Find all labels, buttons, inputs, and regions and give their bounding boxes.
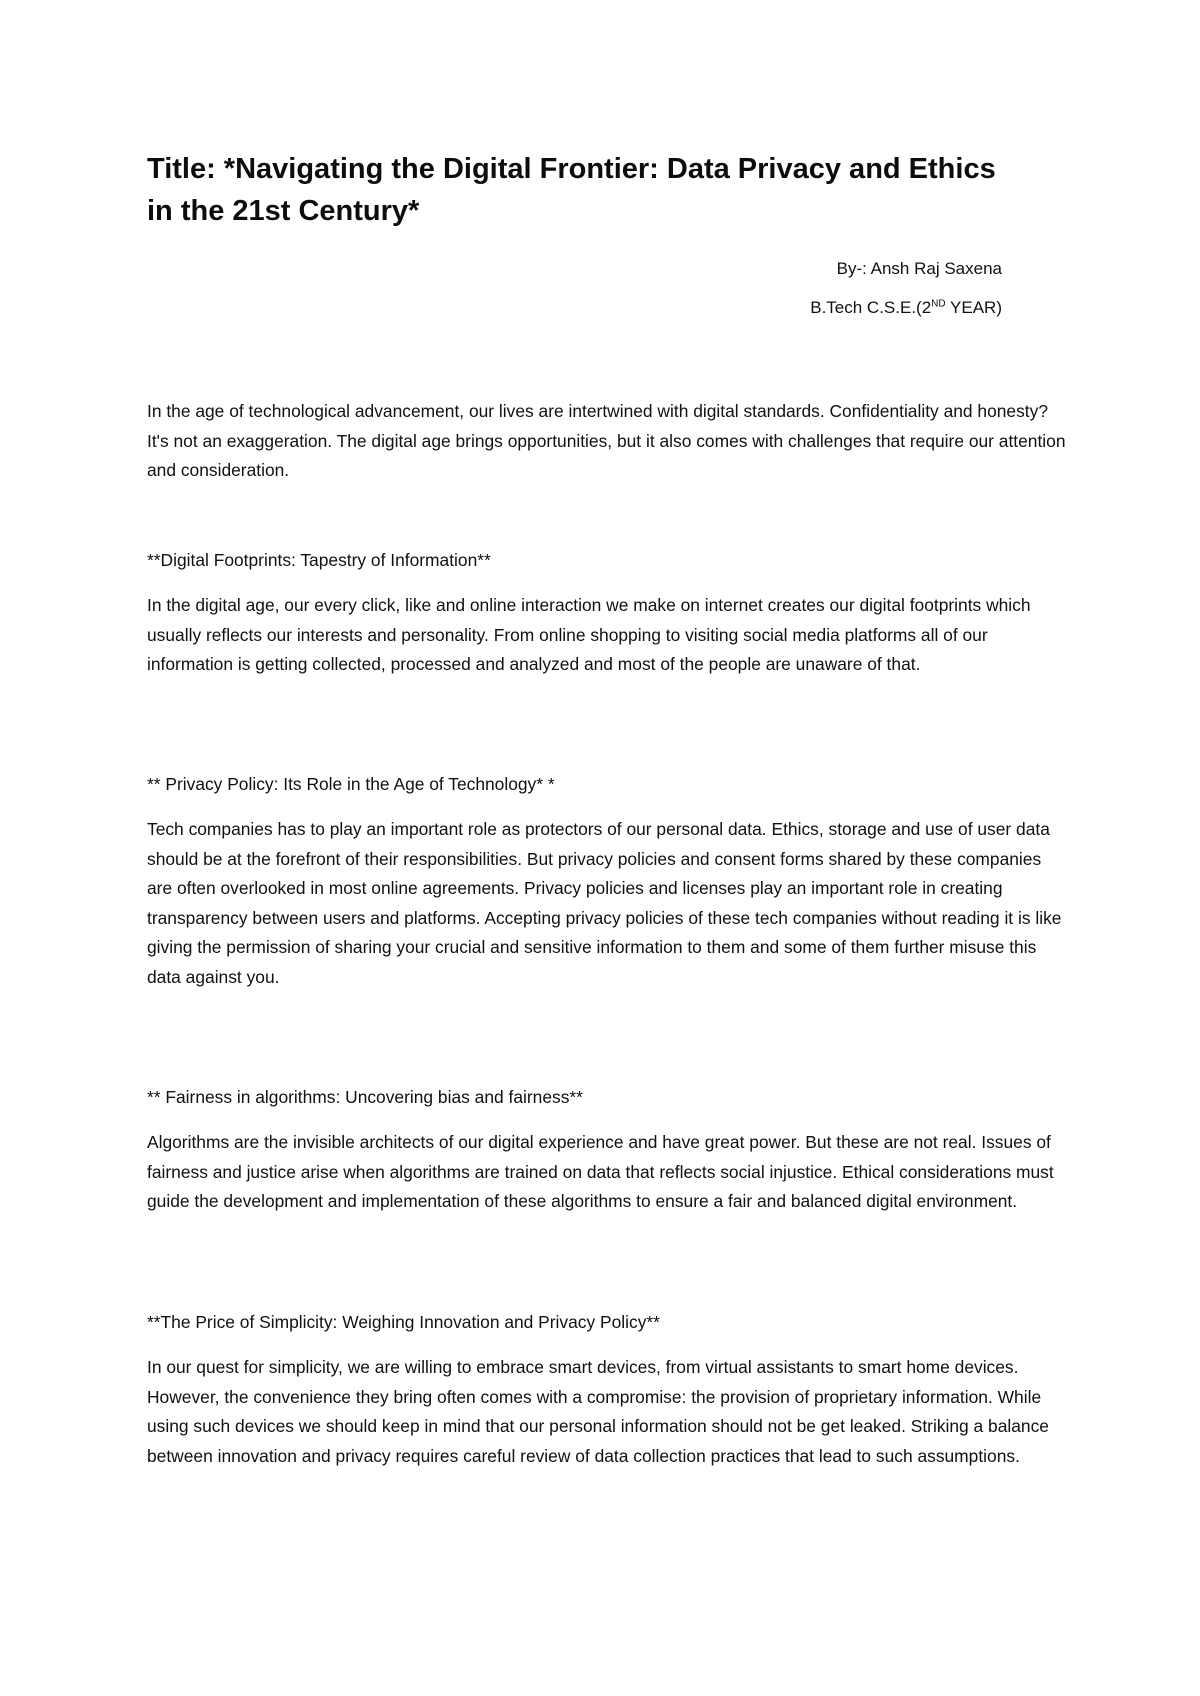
section-heading-price-of-simplicity: **The Price of Simplicity: Weighing Innovation and Privacy Policy**: [147, 1312, 660, 1332]
author-course: [810, 297, 1002, 319]
section-heading-privacy-policy: ** Privacy Policy: Its Role in the Age of Technology* *: [147, 774, 555, 794]
section-heading-digital-footprints: **Digital Footprints: Tapestry of Information**: [147, 550, 491, 570]
section-body-price-of-simplicity: In our quest for simplicity, we are willing to embrace smart devices, from virtual assistants to smart home devices. However, the convenience they bring often comes with a compromise: the provision of proprietary information. While using such devices we should keep in mind that our personal information should not be get leaked. Striking a balance between innovation and privacy requires careful review of data collection practices that lead to such assumptions.: [147, 1357, 1049, 1466]
intro-paragraph: In the age of technological advancement, our lives are intertwined with digital standards. Confidentiality and honesty? It's not an exaggeration. The digital age brings opportunities, but it also comes with challenges that require our attention and consideration.: [147, 401, 1066, 480]
course-superscript: ND: [931, 298, 946, 310]
course-suffix: YEAR): [945, 298, 1002, 317]
section-heading-fairness-algorithms: ** Fairness in algorithms: Uncovering bias and fairness**: [147, 1087, 583, 1107]
section-body-privacy-policy: Tech companies has to play an important role as protectors of our personal data. Ethics, storage and use of user data should be at the forefront of their responsibilities. But privacy policies and consent forms shared by these companies are often overlooked in most online agreements. Privacy policies and licenses play an important role in creating transparency between users and platforms. Accepting privacy policies of these tech companies without reading it is like giving the permission of sharing your crucial and sensitive information to them and some of them further misuse this data against you.: [147, 819, 1062, 987]
course-prefix: B.Tech C.S.E.(2: [810, 298, 932, 317]
byline: [810, 258, 1002, 319]
document-title: Title: *Navigating the Digital Frontier: Data Privacy and Ethics in the 21st Century*: [147, 153, 996, 227]
section-body-digital-footprints: In the digital age, our every click, like and online interaction we make on internet creates our digital footprints which usually reflects our interests and personality. From online shopping to visiting social media platforms all of our information is getting collected, processed and analyzed and most of the people are unaware of that.: [147, 595, 1031, 674]
section-body-fairness-algorithms: Algorithms are the invisible architects of our digital experience and have great power. But these are not real. Issues of fairness and justice arise when algorithms are trained on data that reflects social injustice. Ethical considerations must guide the development and implementation of these algorithms to ensure a fair and balanced digital environment.: [147, 1132, 1054, 1211]
author-name: By-: Ansh Raj Saxena: [836, 259, 1002, 278]
